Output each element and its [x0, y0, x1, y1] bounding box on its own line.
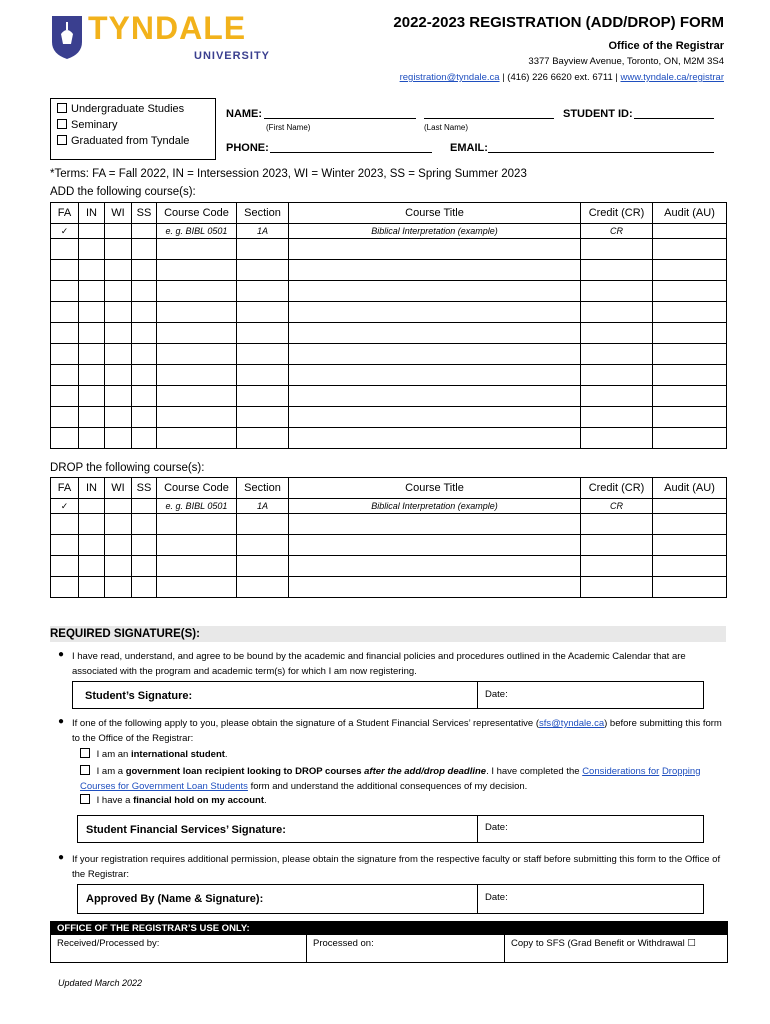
tyndale-logo	[50, 10, 290, 62]
program-option-graduated[interactable]: Graduated from Tyndale	[57, 135, 189, 147]
phone-number: (416) 226 6620 ext. 6711	[507, 72, 613, 83]
col-header-wi: WI	[105, 203, 132, 224]
required-title: REQUIRED SIGNATURE(S):	[50, 628, 200, 640]
example-row	[51, 224, 727, 239]
table-row[interactable]	[51, 260, 727, 281]
bullet-icon: ●	[58, 852, 65, 863]
table-row[interactable]	[51, 428, 727, 449]
logo-wordmark: TYNDALE	[88, 10, 247, 46]
cell-wi[interactable]	[105, 499, 132, 514]
permission-paragraph: If your registration requires additional permission, please obtain the signature from the respective faculty or staff before submitting this form to the Office of the Registrar:	[72, 854, 721, 880]
considerations-link[interactable]: Considerations for	[582, 766, 660, 777]
checkbox-icon[interactable]	[80, 794, 90, 804]
checkbox-icon[interactable]	[80, 748, 90, 758]
bullet-icon: ●	[58, 716, 65, 727]
considerations-link-cont[interactable]: Dropping Courses for Government Loan Students	[80, 766, 701, 792]
cell-ss[interactable]	[132, 499, 157, 514]
registration-email-link[interactable]: registration@tyndale.ca	[399, 72, 500, 83]
col-header-course-code: Course Code	[157, 478, 237, 499]
student-signature-label: Student’s Signature:	[85, 690, 193, 702]
updated-date: Updated March 2022	[58, 978, 143, 988]
separator: |	[502, 72, 505, 83]
option-government-loan[interactable]: I am a government loan recipient looking to DROP courses after the add/drop deadline. I have completed the Considerations for Dropping Courses for Government Loan Students form and understand the additional consequences of my decision.	[80, 766, 701, 792]
table-header-row	[51, 203, 727, 224]
phone-label: PHONE:	[226, 142, 269, 154]
name-label: NAME:	[226, 108, 263, 120]
table-row[interactable]	[51, 514, 727, 535]
cell-wi[interactable]	[105, 224, 132, 239]
table-row[interactable]	[51, 344, 727, 365]
example-section: 1A	[237, 224, 289, 239]
last-name-hint: (Last Name)	[424, 123, 469, 132]
table-row[interactable]	[51, 323, 727, 344]
drop-course-table	[50, 477, 727, 598]
received-processed-by: Received/Processed by:	[57, 938, 160, 949]
approved-by-label: Approved By (Name & Signature):	[86, 893, 264, 905]
agreement-paragraph: I have read, understand, and agree to be bound by the academic and financial policies and procedures outlined in the Academic Calendar that are associated with the program and academic term(s) for which I am now registering.	[72, 651, 686, 677]
date-label: Date:	[485, 892, 508, 903]
col-header-fa: FA	[51, 203, 79, 224]
example-row	[51, 499, 727, 514]
table-row[interactable]	[51, 556, 727, 577]
table-row[interactable]	[51, 577, 727, 598]
col-header-course-title: Course Title	[289, 203, 581, 224]
option-financial-hold[interactable]: I have a financial hold on my account.	[80, 794, 267, 806]
program-option-seminary[interactable]: Seminary	[57, 119, 117, 131]
cell-in[interactable]	[79, 224, 105, 239]
bullet-icon: ●	[58, 649, 65, 660]
processed-on: Processed on:	[313, 938, 374, 949]
checkbox-icon[interactable]	[57, 135, 67, 145]
cell-ss[interactable]	[132, 224, 157, 239]
table-row[interactable]	[51, 281, 727, 302]
separator: |	[615, 72, 618, 83]
terms-legend: *Terms: FA = Fall 2022, IN = Intersession 2023, WI = Winter 2023, SS = Spring Summer 2023	[50, 168, 527, 180]
copy-to-sfs[interactable]: Copy to SFS (Grad Benefit or Withdrawal ☐	[511, 938, 696, 949]
first-name-field[interactable]	[264, 108, 416, 119]
col-header-section: Section	[237, 478, 289, 499]
office-use-header: OFFICE OF THE REGISTRAR’S USE ONLY:	[51, 922, 727, 935]
table-row[interactable]	[51, 386, 727, 407]
email-field[interactable]	[488, 142, 714, 153]
sfs-email-link[interactable]: sfs@tyndale.ca	[539, 718, 605, 729]
table-row[interactable]	[51, 407, 727, 428]
table-row[interactable]	[51, 365, 727, 386]
option-international[interactable]: I am an international student.	[80, 748, 228, 760]
office-use-box	[50, 921, 728, 963]
office-name: Office of the Registrar	[608, 40, 724, 52]
program-option-undergrad[interactable]: Undergraduate Studies	[57, 103, 184, 115]
sfs-signature-label: Student Financial Services’ Signature:	[86, 824, 286, 836]
last-name-field[interactable]	[424, 108, 554, 119]
example-code: e. g. BIBL 0501	[157, 224, 237, 239]
sfs-signature-box[interactable]	[77, 815, 704, 843]
col-header-audit: Audit (AU)	[653, 203, 727, 224]
program-box	[50, 98, 216, 160]
example-title: Biblical Interpretation (example)	[289, 224, 581, 239]
form-title: 2022-2023 REGISTRATION (ADD/DROP) FORM	[393, 14, 724, 31]
example-section: 1A	[237, 499, 289, 514]
table-row[interactable]	[51, 239, 727, 260]
col-header-section: Section	[237, 203, 289, 224]
example-credit: CR	[581, 224, 653, 239]
date-label: Date:	[485, 822, 508, 833]
col-header-wi: WI	[105, 478, 132, 499]
logo-subtitle: UNIVERSITY	[194, 50, 271, 62]
col-header-course-code: Course Code	[157, 203, 237, 224]
col-header-audit: Audit (AU)	[653, 478, 727, 499]
example-credit: CR	[581, 499, 653, 514]
cell-in[interactable]	[79, 499, 105, 514]
col-header-in: IN	[79, 203, 105, 224]
col-header-course-title: Course Title	[289, 478, 581, 499]
address: 3377 Bayview Avenue, Toronto, ON, M2M 3S4	[528, 56, 724, 67]
cell-audit[interactable]	[653, 499, 727, 514]
first-name-hint: (First Name)	[266, 123, 311, 132]
student-id-label: STUDENT ID:	[563, 108, 633, 120]
checkbox-icon[interactable]	[57, 103, 67, 113]
registrar-website-link[interactable]: www.tyndale.ca/registrar	[620, 72, 724, 83]
table-row[interactable]	[51, 302, 727, 323]
col-header-fa: FA	[51, 478, 79, 499]
col-header-credit: Credit (CR)	[581, 203, 653, 224]
checkbox-icon[interactable]	[57, 119, 67, 129]
date-label: Date:	[485, 689, 508, 700]
check-icon: ✓	[51, 224, 79, 239]
add-courses-title: ADD the following course(s):	[50, 186, 196, 198]
add-course-table	[50, 202, 727, 449]
table-header-row	[51, 478, 727, 499]
student-signature-box[interactable]	[72, 681, 704, 709]
sfs-paragraph: If one of the following apply to you, please obtain the signature of a Student Financial Services’ representative (sfs@tyndale.ca) before submitting this form to the Office of the Registrar:	[72, 718, 722, 744]
col-header-in: IN	[79, 478, 105, 499]
shield-icon	[50, 14, 84, 60]
checkbox-icon[interactable]	[80, 765, 90, 775]
approved-by-box[interactable]	[77, 884, 704, 914]
example-code: e. g. BIBL 0501	[157, 499, 237, 514]
contact-line	[400, 72, 724, 83]
phone-field[interactable]	[270, 142, 432, 153]
check-icon: ✓	[51, 499, 79, 514]
email-label: EMAIL:	[450, 142, 488, 154]
table-row[interactable]	[51, 535, 727, 556]
cell-audit[interactable]	[653, 224, 727, 239]
student-id-field[interactable]	[634, 108, 714, 119]
col-header-ss: SS	[132, 203, 157, 224]
col-header-ss: SS	[132, 478, 157, 499]
col-header-credit: Credit (CR)	[581, 478, 653, 499]
example-title: Biblical Interpretation (example)	[289, 499, 581, 514]
drop-courses-title: DROP the following course(s):	[50, 462, 205, 474]
